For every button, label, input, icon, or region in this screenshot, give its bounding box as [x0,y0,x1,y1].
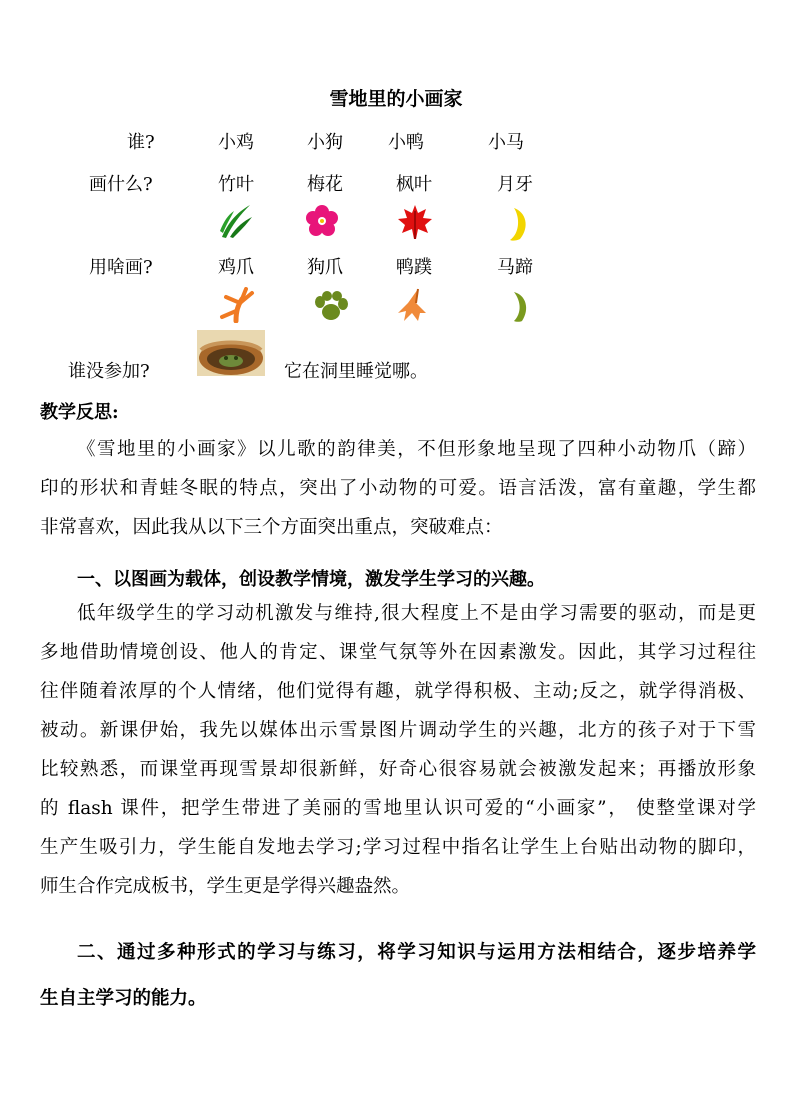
drawing-bamboo: 竹叶 [218,174,254,195]
section2-paragraph [40,930,756,1022]
maple-leaf-icon [396,203,434,241]
animal-horse: 小马 [488,132,524,153]
section1-paragraph [40,594,756,906]
intro-paragraph [40,430,756,547]
section1-title: 一、以图画为载体，创设教学情境，激发学生学习的兴趣。 [77,569,545,590]
intro-line: 《雪地里的小画家》以儿歌的韵律美，不但形象地呈现了四种小动物爪（蹄） [77,439,756,460]
bamboo-leaf-icon [218,201,254,239]
duck-web-icon [396,287,430,323]
frog-hole-image [197,330,265,376]
animal-dog: 小狗 [307,132,343,153]
plum-blossom-icon [306,205,338,237]
crescent-moon-icon [506,207,530,241]
section2-line: 生自主学习的能力。 [40,988,207,1009]
what-label: 画什么? [89,174,153,195]
who-label: 谁? [127,132,155,153]
tool-horse-hoof: 马蹄 [497,257,533,278]
animal-duck: 小鸭 [388,132,424,153]
reflection-heading: 教学反思: [40,402,119,423]
absent-answer: 它在洞里睡觉哪。 [284,361,428,382]
section1-line: 生产生吸引力，学生能自发地去学习;学习过程中指名让学生上台贴出动物的脚印， [40,837,756,858]
section1-line: 往伴随着浓厚的个人情绪，他们觉得有趣，就学得积极、主动;反之，就学得消极、 [40,681,756,702]
absent-label: 谁没参加? [68,361,150,382]
intro-line: 印的形状和青蛙冬眠的特点，突出了小动物的可爱。语言活泼，富有童趣，学生都 [40,478,756,499]
horse-hoof-icon [508,291,532,323]
section2-line: 二、通过多种形式的学习与练习，将学习知识与运用方法相结合，逐步培养学 [77,942,756,963]
chicken-claw-icon [218,287,256,323]
intro-line: 非常喜欢，因此我从以下三个方面突出重点，突破难点： [40,517,503,538]
section1-line: 师生合作完成板书，学生更是学得兴趣盎然。 [40,876,411,897]
section1-line: 的 flash 课件，把学生带进了美丽的雪地里认识可爱的“小画家”， 使整堂课对学 [40,798,756,819]
tool-duck-web: 鸭蹼 [396,257,432,278]
section1-line: 被动。新课伊始，我先以媒体出示雪景图片调动学生的兴趣，北方的孩子对于下雪 [40,720,756,741]
tool-chicken-claw: 鸡爪 [218,257,254,278]
animal-chick: 小鸡 [218,132,254,153]
section1-line: 低年级学生的学习动机激发与维持,很大程度上不是由学习需要的驱动，而是更 [77,603,756,624]
section1-line: 多地借助情境创设、他人的肯定、课堂气氛等外在因素激发。因此，其学习过程往 [40,642,756,663]
tool-dog-paw: 狗爪 [307,257,343,278]
drawing-maple: 枫叶 [396,174,432,195]
drawing-plum: 梅花 [307,174,343,195]
section1-line: 比较熟悉，而课堂再现雪景却很新鲜，好奇心很容易就会被激发起来；再播放形象 [40,759,756,780]
page-title: 雪地里的小画家 [329,88,463,110]
with-label: 用啥画? [89,257,153,278]
drawing-moon: 月牙 [497,174,533,195]
dog-paw-icon [313,290,349,322]
